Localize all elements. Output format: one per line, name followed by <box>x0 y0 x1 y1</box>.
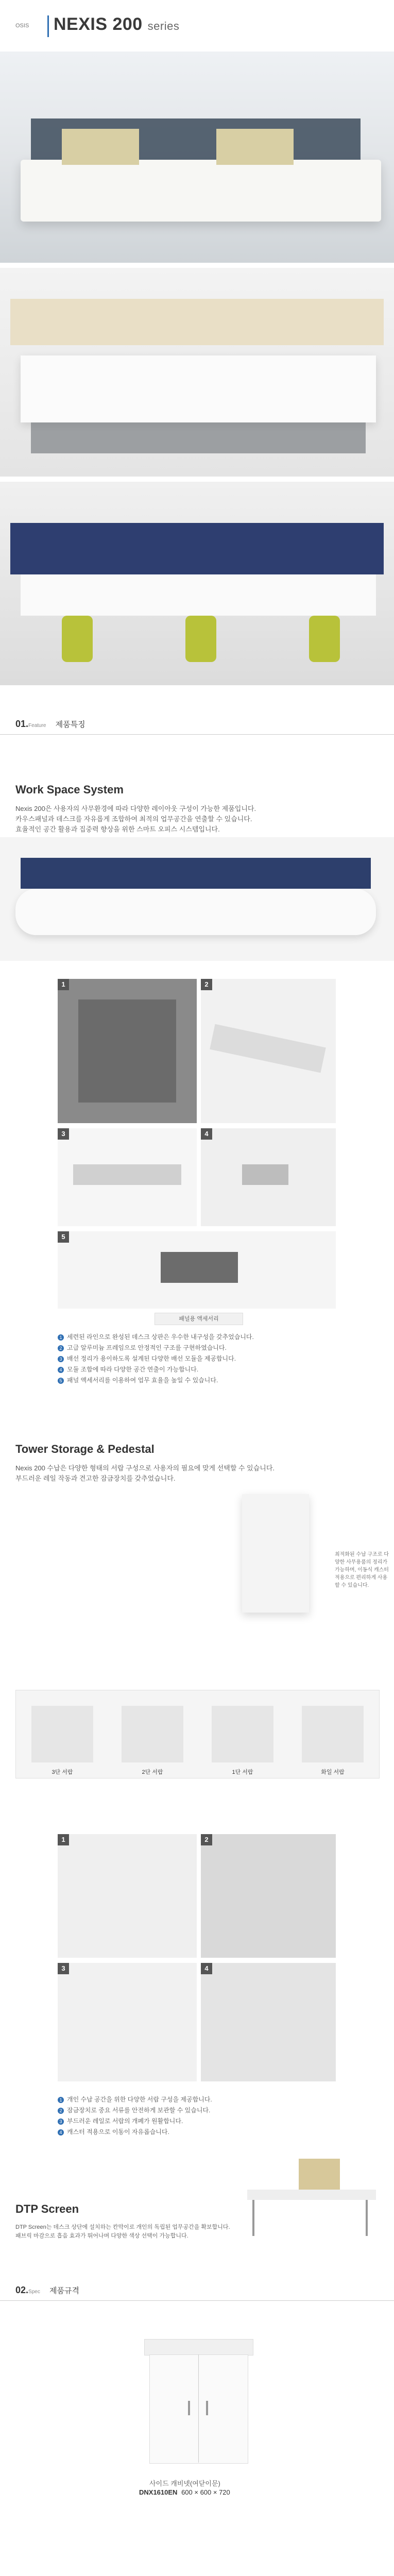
tower-bullet-4: 4 캐스터 적용으로 이동이 자유롭습니다. <box>58 2127 336 2138</box>
tower-types-strip <box>15 1690 380 1778</box>
spec-name: 사이드 캐비넷(여닫이문) <box>149 2480 220 2487</box>
tower-title: Tower Storage & Pedestal <box>15 1443 155 1455</box>
detail-photo-2 <box>201 979 336 1123</box>
section-01-heading <box>15 719 85 730</box>
tower-body-line-1: Nexis 200 수납은 다양한 형태의 서랍 구성으로 사용자의 필요에 맞게 선택할 수 있습니다. <box>15 1464 275 1472</box>
detail-num-2: 2 <box>201 979 212 990</box>
header-code: OSIS <box>15 23 29 29</box>
detail-num-3: 3 <box>58 1128 69 1140</box>
hero-photo-1 <box>0 52 394 263</box>
section-01-num: 01. <box>15 719 29 729</box>
tower-type-label-2: 2단 서랍 <box>142 1769 163 1775</box>
section-02-rule <box>0 2300 394 2301</box>
workspace-body <box>15 804 304 835</box>
section-01-ko: 제품특징 <box>55 720 85 729</box>
page-title-sub: series <box>147 20 180 32</box>
workspace-body-line-1: Nexis 200은 사용자의 사무환경에 따라 다양한 레이아웃 구성이 가능한 제품입니다. <box>15 805 256 812</box>
page-title <box>54 14 179 35</box>
spec-cabinet-image <box>144 2339 252 2468</box>
tower-detail-2 <box>201 1834 336 1958</box>
tower-bullet-1: 1 개인 수납 공간을 위한 다양한 서랍 구성을 제공합니다. <box>58 2094 336 2105</box>
workspace-bullet-3: 3 배선 정리가 용이하도록 설계된 다양한 배선 모듈을 제공합니다. <box>58 1353 336 1364</box>
dtp-body <box>15 2223 242 2241</box>
tower-note: 최적화된 수납 구조로 다양한 사무용품의 정리가 가능하며, 이동식 캐스터 적용으로 편리하게 사용할 수 있습니다. <box>335 1552 389 1588</box>
tower-body <box>15 1463 283 1484</box>
tower-num-2: 2 <box>201 1834 212 1845</box>
section-01-en: Feature <box>28 723 46 728</box>
workspace-bullet-1: 1 세련된 라인으로 완성된 데스크 상판은 우수한 내구성을 갖추었습니다. <box>58 1332 336 1343</box>
dtp-body-line-1: DTP Screen는 데스크 상단에 설치하는 칸막이로 개인의 독립된 업무공간을 확보합니다. <box>15 2224 230 2230</box>
tower-type-label-3: 1단 서랍 <box>232 1769 253 1775</box>
tower-num-1: 1 <box>58 1834 69 1845</box>
detail-photo-3 <box>58 1128 197 1226</box>
dtp-body-line-2: 패브릭 마감으로 흡음 효과가 뛰어나며 다양한 색상 선택이 가능합니다. <box>15 2233 189 2239</box>
workspace-bullet-2: 2 고급 알루미늄 프레임으로 안정적인 구조를 구현하였습니다. <box>58 1343 336 1353</box>
section-02-num: 02. <box>15 2285 29 2295</box>
workspace-title: Work Space System <box>15 783 124 796</box>
hero-photo-3 <box>0 482 394 685</box>
page-title-main: NEXIS 200 <box>54 14 143 34</box>
hero-photo-2 <box>0 268 394 477</box>
tower-type-label-1: 3단 서랍 <box>52 1769 73 1775</box>
tower-body-line-2: 부드러운 레일 작동과 견고한 잠금장치를 갖추었습니다. <box>15 1475 176 1482</box>
detail-num-1: 1 <box>58 979 69 990</box>
section-02-ko: 제품규격 <box>49 2286 79 2295</box>
spec-code-line <box>139 2488 230 2496</box>
section-02-en: Spec <box>28 2289 40 2295</box>
workspace-bullet-4: 4 모듈 조합에 따라 다양한 공간 연출이 가능합니다. <box>58 1364 336 1375</box>
tower-detail-4 <box>201 1963 336 2081</box>
tower-bullet-2: 2 잠금장치로 중요 서류를 안전하게 보관할 수 있습니다. <box>58 2105 336 2116</box>
dtp-title: DTP Screen <box>15 2202 79 2215</box>
tower-photo <box>221 1484 330 1628</box>
workspace-bullets <box>58 1332 336 1386</box>
dtp-photo <box>237 2143 381 2246</box>
workspace-photo <box>0 837 394 961</box>
tower-detail-3 <box>58 1963 197 2081</box>
tower-type-label-4: 화일 서랍 <box>321 1769 345 1775</box>
spec-code: DNX1610EN <box>139 2488 178 2496</box>
panel-accessory-caption <box>155 1313 243 1325</box>
spec-dims: 600 × 600 × 720 <box>181 2488 230 2496</box>
tower-num-3: 3 <box>58 1963 69 1974</box>
section-02-heading <box>15 2285 79 2296</box>
tower-bullets <box>58 2094 336 2138</box>
title-bar <box>47 15 49 37</box>
workspace-body-line-3: 효율적인 공간 활용과 집중력 향상을 위한 스마트 오피스 시스템입니다. <box>15 825 220 833</box>
workspace-bullet-5: 5 패널 액세서리를 이용하여 업무 효율을 높일 수 있습니다. <box>58 1375 336 1386</box>
workspace-body-line-2: 카우스패널과 데스크를 자유롭게 조합하여 최적의 업무공간을 연출할 수 있습니다. <box>15 815 252 823</box>
panel-accessory-label: 패널용 액세서리 <box>179 1316 219 1322</box>
detail-num-4: 4 <box>201 1128 212 1140</box>
detail-num-5: 5 <box>58 1231 69 1243</box>
tower-detail-1 <box>58 1834 197 1958</box>
tower-bullet-3: 3 부드러운 레일로 서랍의 개폐가 원활합니다. <box>58 2116 336 2127</box>
section-01-rule <box>0 734 394 735</box>
detail-photo-5 <box>58 1231 336 1309</box>
tower-num-4: 4 <box>201 1963 212 1974</box>
detail-photo-1 <box>58 979 197 1123</box>
detail-photo-4 <box>201 1128 336 1226</box>
